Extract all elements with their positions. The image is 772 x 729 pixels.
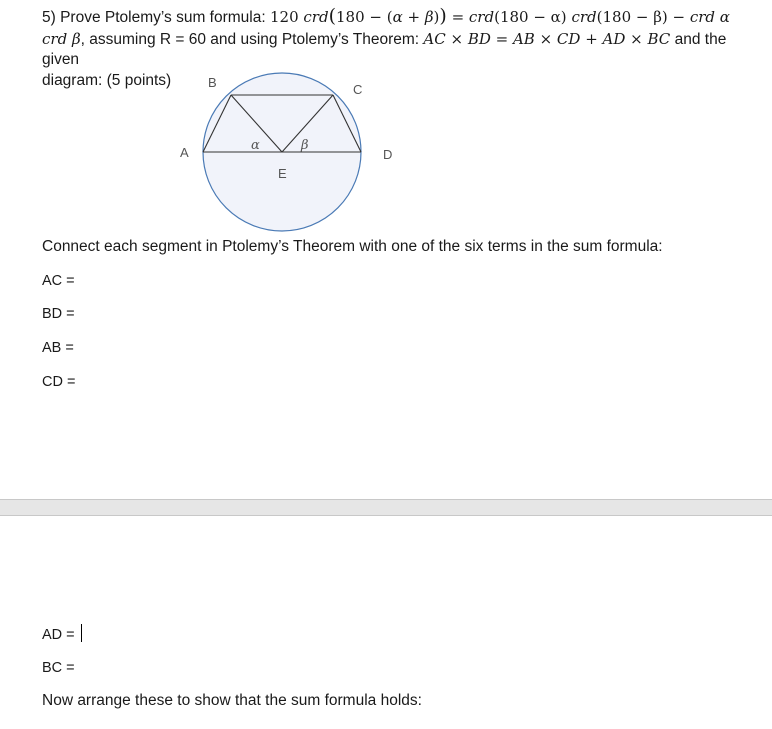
open-paren: (	[328, 5, 336, 27]
label-b: B	[208, 75, 217, 90]
inner-180: 180 − (	[336, 8, 393, 26]
term-180-minus-beta: (180 − β) −	[596, 8, 690, 26]
segment-bd-line: BD =	[42, 306, 75, 322]
segment-ad-line[interactable]	[42, 624, 82, 645]
arrange-prompt: Now arrange these to show that the sum formula holds:	[42, 692, 422, 709]
text-cursor	[81, 624, 82, 642]
crd-term-1: crd	[303, 8, 329, 26]
label-e: E	[278, 166, 287, 181]
close-inner-paren: )	[433, 8, 440, 26]
term-180-minus-alpha: (180 − α)	[494, 8, 572, 26]
ptolemy-diagram	[170, 70, 400, 235]
label-d: D	[383, 147, 393, 162]
segment-ac-line: AC =	[42, 273, 75, 289]
plus-sign: +	[402, 8, 425, 26]
crd-term-4: crd	[689, 8, 716, 26]
equals-sign: =	[446, 8, 469, 26]
segment-ab-line: AB =	[42, 340, 74, 356]
question-points: diagram: (5 points)	[42, 71, 172, 89]
document-page-2[interactable]	[0, 516, 772, 729]
close-paren: )	[439, 5, 447, 27]
beta-term: β	[67, 29, 81, 48]
crd-term-3: crd	[571, 8, 597, 26]
label-alpha: α	[251, 138, 260, 153]
ptolemy-theorem: AC × BD = AB × CD + AD × BC	[423, 29, 671, 48]
segment-ad-label: AD =	[42, 627, 75, 643]
page-break	[0, 499, 772, 516]
question-prefix: 5) Prove Ptolemy’s sum formula:	[42, 9, 270, 26]
alpha-symbol: α	[392, 8, 403, 26]
crd-term-5: crd	[42, 29, 68, 48]
number-120: 120	[269, 8, 304, 26]
crd-term-2: crd	[468, 8, 495, 26]
assuming-text: , assuming R = 60 and using Ptolemy’s Theorem:	[80, 30, 424, 48]
question-suffix: and the given	[42, 30, 727, 68]
connect-prompt: Connect each segment in Ptolemy’s Theorem with one of the six terms in the sum formula:	[42, 238, 663, 255]
alpha-term: α	[715, 8, 730, 26]
label-beta: β	[301, 138, 309, 153]
beta-symbol: β	[424, 8, 434, 26]
segment-cd-line: CD =	[42, 374, 76, 390]
label-a: A	[180, 145, 189, 160]
segment-bc-line: BC =	[42, 660, 75, 676]
label-c: C	[353, 82, 363, 97]
